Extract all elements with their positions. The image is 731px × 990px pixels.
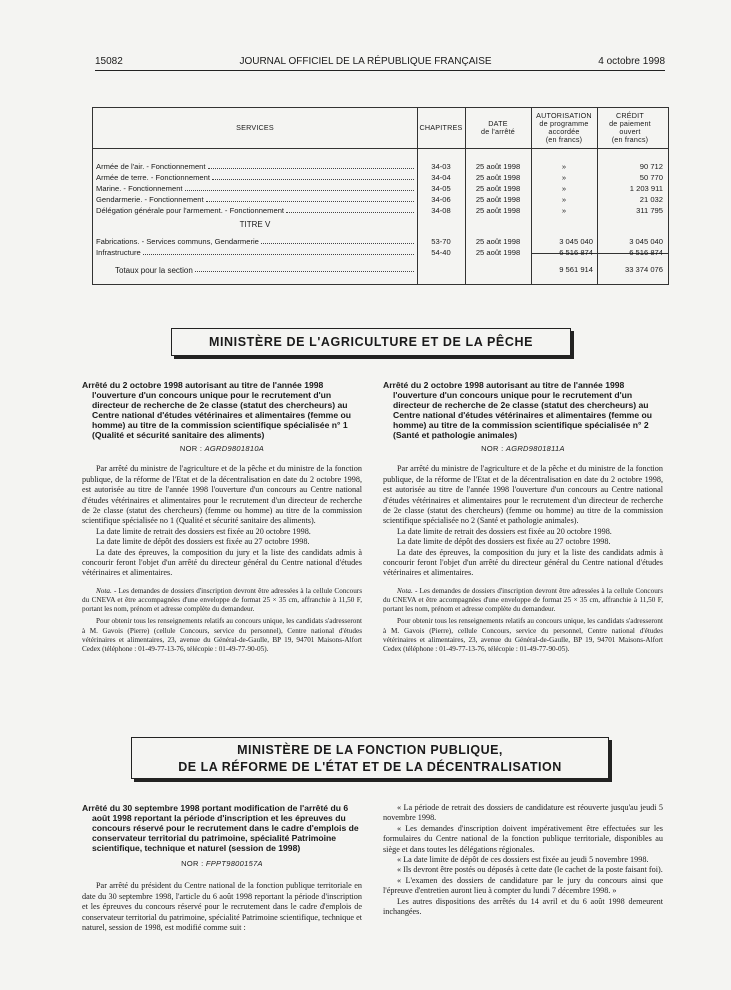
article-paragraph: La date des épreuves, la composition du jury et la liste des candidats admis à concourir feront l'objet d'un arrêté du directeur général du Centre national d'études vétérinaires et alimentaires. bbox=[82, 547, 362, 578]
table-row bbox=[93, 247, 668, 258]
header-chapitres: CHAPITRES bbox=[419, 123, 463, 132]
row-date: 25 août 1998 bbox=[475, 184, 521, 193]
article-paragraph: « Les demandes d'inscription doivent impérativement être effectuées sur les formulaires du Centre national de la fonction publique territoriale, disponibles au siège et dans toutes les délégations régionales. bbox=[383, 823, 663, 854]
article-agriculture-2 bbox=[383, 380, 663, 654]
row-credit: 90 712 bbox=[639, 162, 663, 171]
ministry-agriculture-banner: MINISTÈRE DE L'AGRICULTURE ET DE LA PÊCHE bbox=[171, 328, 571, 356]
article-nota: Nota. - Les demandes de dossiers d'inscription devront être adressées à la cellule Concours du CNEVA et être accompagnées d'une enveloppe de format 25 × 35 cm, affranchie à 11,50 F, portant les nom, prénom et adresse complète du demandeur. bbox=[82, 586, 362, 614]
article-paragraph: Les autres dispositions des arrêtés du 14 avril et du 6 août 1998 demeurent inchangées. bbox=[383, 896, 663, 917]
row-label: Marine. - Fonctionnement bbox=[96, 184, 183, 193]
row-date: 25 août 1998 bbox=[475, 162, 521, 171]
nota-label: Nota. bbox=[397, 586, 413, 595]
article-paragraph: Par arrêté du président du Centre national de la fonction publique territoriale en date du 30 septembre 1998, l'article du 6 août 1998 reportant la période d'inscription et les épreuves du concours réservé pour le recrutement dans le cadre d'emplois de conservateur territorial du patrimoine, spécialité Patrimoine scientifique, technique et naturel, session de 1998, est modifié comme suit : bbox=[82, 881, 362, 933]
article-paragraph: La date des épreuves, la composition du jury et la liste des candidats admis à concourir feront l'objet d'un arrêté du directeur général du Centre national d'études vétérinaires et alimentaires. bbox=[383, 547, 663, 578]
nor-reference: NOR : FPPT9800157A bbox=[181, 859, 263, 868]
article-info: Pour obtenir tous les renseignements relatifs au concours unique, les candidats s'adresseront à M. Gavois (Pierre), cellule Concours, service du personnel, Centre national d'études vétérinaires et alimentaires, 23, avenue du Général-de-Gaulle, BP 19, 94701 Maisons-Alfort Cedex (téléphone : 01-49-77-13-76, télécopie : 01-49-77-90-05). bbox=[383, 617, 663, 654]
article-title: Arrêté du 2 octobre 1998 autorisant au titre de l'année 1998 l'ouverture d'un concours unique pour le recrutement d'un directeur de recherche de 2e classe (statut des chercheurs) au Centre national d'études vétérinaires et alimentaires (femme ou homme) au titre de la commission scientifique spécialisée n° 1 (Qualité et sécurité sanitaire des aliments) bbox=[82, 380, 351, 440]
nor-reference: NOR : AGRD9801810A bbox=[179, 444, 265, 453]
article-paragraph: La date limite de retrait des dossiers est fixée au 20 octobre 1998. bbox=[96, 526, 311, 536]
article-paragraph: La date limite de dépôt des dossiers est fixée au 27 octobre 1998. bbox=[397, 537, 611, 547]
row-credit: 21 032 bbox=[639, 195, 663, 204]
row-autorisation: » bbox=[561, 162, 567, 171]
row-label: Gendarmerie. - Fonctionnement bbox=[96, 195, 204, 204]
header-date: DATE de l'arrêté bbox=[481, 119, 515, 136]
header-credit: CRÉDIT de paiement ouvert (en francs) bbox=[609, 111, 651, 144]
article-paragraph: La date limite de retrait des dossiers est fixée au 20 octobre 1998. bbox=[397, 526, 612, 536]
row-autorisation: 6 516 874 bbox=[559, 248, 593, 257]
row-chapitre: 34-05 bbox=[431, 184, 451, 193]
nor-code: AGRD9801810A bbox=[204, 444, 265, 453]
article-title: Arrêté du 2 octobre 1998 autorisant au titre de l'année 1998 l'ouverture d'un concours unique pour le recrutement d'un directeur de recherche de 2e classe (statut des chercheurs) au Centre national d'études vétérinaires et alimentaires (femme ou homme) au titre de la commission scientifique spécialisée n° 2 (Santé et pathologie animales) bbox=[383, 380, 652, 440]
article-paragraph: Par arrêté du ministre de l'agriculture et de la pêche et du ministre de la fonction publique, de la réforme de l'Etat et de la décentralisation en date du 2 octobre 1998, est autorisée au titre de l'année 1998 l'ouverture d'un concours au Centre national d'études vétérinaires et alimentaires pour le recrutement d'un directeur de recherche de 2e classe (statut des chercheurs) (femme ou homme) au titre de la commission scientifique spécialisée no 1 (Qualité et sécurité sanitaire des aliments). bbox=[82, 464, 362, 526]
article-paragraph: « Ils devront être postés ou déposés à cette date (le cachet de la poste faisant foi). bbox=[397, 865, 663, 875]
header-rule bbox=[95, 70, 665, 71]
row-label: Armée de l'air. - Fonctionnement bbox=[96, 162, 206, 171]
row-autorisation: » bbox=[561, 195, 567, 204]
row-autorisation: » bbox=[561, 206, 567, 215]
page-number: 15082 bbox=[95, 56, 123, 67]
article-fonction-publique bbox=[82, 803, 362, 933]
row-chapitre: 34-03 bbox=[431, 162, 451, 171]
ministry-fonction-publique-banner bbox=[131, 737, 609, 779]
table-row bbox=[93, 205, 668, 216]
article-info: Pour obtenir tous les renseignements relatifs au concours unique, les candidats s'adresseront à M. Gavois (Pierre) (cellule Concours, service du personnel), Centre national d'études vétérinaires et alimentaires, 23, avenue du Général-de-Gaulle, BP 19, 94701 Maisons-Alfort Cedex (téléphone : 01-49-77-13-76, télécopie : 01-49-77-90-05). bbox=[82, 617, 362, 654]
table-row bbox=[93, 183, 668, 194]
header-services: SERVICES bbox=[236, 123, 274, 132]
row-autorisation: » bbox=[561, 173, 567, 182]
row-date: 25 août 1998 bbox=[475, 195, 521, 204]
row-autorisation: 3 045 040 bbox=[559, 237, 593, 246]
row-autorisation: » bbox=[561, 184, 567, 193]
titre-v-heading: TITRE V bbox=[239, 220, 271, 229]
row-date: 25 août 1998 bbox=[475, 173, 521, 182]
row-label: Infrastructure bbox=[96, 248, 141, 257]
table-row bbox=[93, 161, 668, 172]
article-paragraph: « La date limite de dépôt de ces dossiers est fixée au jeudi 5 novembre 1998. bbox=[397, 855, 649, 865]
row-chapitre: 54-40 bbox=[431, 248, 451, 257]
nor-code: FPPT9800157A bbox=[205, 859, 263, 868]
row-chapitre: 34-08 bbox=[431, 206, 451, 215]
row-credit: 1 203 911 bbox=[629, 184, 663, 193]
article-paragraph: « La période de retrait des dossiers de candidature est réouverte jusqu'au jeudi 5 novembre 1998. bbox=[383, 803, 663, 823]
row-credit: 6 516 874 bbox=[629, 248, 663, 257]
row-label: Fabrications. - Services communs, Gendarmerie bbox=[96, 237, 259, 246]
header-autorisation: AUTORISATION de programme accordée (en francs) bbox=[536, 111, 592, 144]
nor-code: AGRD9801811A bbox=[505, 444, 565, 453]
row-date: 25 août 1998 bbox=[475, 206, 521, 215]
ministry-line-2: DE LA RÉFORME DE L'ÉTAT ET DE LA DÉCENTRALISATION bbox=[178, 760, 562, 774]
row-date: 25 août 1998 bbox=[475, 248, 521, 257]
row-label: Délégation générale pour l'armement. - Fonctionnement bbox=[96, 206, 285, 215]
row-chapitre: 34-06 bbox=[431, 195, 451, 204]
issue-date: 4 octobre 1998 bbox=[598, 56, 665, 67]
row-date: 25 août 1998 bbox=[475, 237, 521, 246]
table-row bbox=[93, 194, 668, 205]
article-title: Arrêté du 30 septembre 1998 portant modification de l'arrêté du 6 août 1998 reportant la période d'inscription et les épreuves du concours réservé pour le recrutement dans le cadre d'emplois de conservateur territorial du patrimoine, spécialité Patrimoine scientifique, technique et naturel (session de 1998) bbox=[82, 803, 359, 853]
article-paragraph: La date limite de dépôt des dossiers est fixée au 27 octobre 1998. bbox=[96, 537, 310, 547]
total-credit: 33 374 076 bbox=[624, 265, 663, 274]
row-credit: 50 770 bbox=[639, 173, 663, 182]
row-label: Armée de terre. - Fonctionnement bbox=[96, 173, 210, 182]
article-agriculture-1 bbox=[82, 380, 362, 654]
table-row bbox=[93, 236, 668, 247]
nota-label: Nota. bbox=[96, 586, 112, 595]
journal-title: JOURNAL OFFICIEL DE LA RÉPUBLIQUE FRANÇAISE bbox=[239, 56, 492, 67]
table-header-rule bbox=[93, 148, 668, 149]
article-fonction-publique-continued bbox=[383, 803, 663, 917]
row-credit: 311 795 bbox=[636, 206, 663, 215]
total-values bbox=[93, 264, 668, 275]
ministry-line-1: MINISTÈRE DE LA FONCTION PUBLIQUE, bbox=[237, 743, 503, 757]
total-label: Totaux pour la section bbox=[115, 266, 193, 275]
nor-reference: NOR : AGRD9801811A bbox=[481, 444, 565, 453]
article-paragraph: « L'examen des dossiers de candidature par le jury du concours ainsi que l'épreuve d'entretien auront lieu à compter du lundi 7 décembre 1998. » bbox=[383, 875, 663, 896]
article-paragraph: Par arrêté du ministre de l'agriculture et de la pêche et du ministre de la fonction publique, de la réforme de l'Etat et de la décentralisation en date du 2 octobre 1998, est autorisée au titre de l'année 1998 l'ouverture d'un concours au Centre national d'études vétérinaires et alimentaires pour le recrutement d'un directeur de recherche de 2e classe (statut des chercheurs) (femme ou homme) au titre de la commission scientifique spécialisée no 2 (Santé et pathologie animales). bbox=[383, 464, 663, 526]
total-autorisation: 9 561 914 bbox=[559, 265, 593, 274]
table-row bbox=[93, 172, 668, 183]
row-credit: 3 045 040 bbox=[629, 237, 663, 246]
row-chapitre: 53-70 bbox=[431, 237, 451, 246]
credit-table bbox=[92, 107, 669, 285]
row-chapitre: 34-04 bbox=[431, 173, 451, 182]
article-nota: Nota. - Les demandes de dossiers d'inscription devront être adressées à la cellule Concours du CNEVA et être accompagnées d'une enveloppe de format 25 × 35 cm, affranchie à 11,50 F, portant les nom, prénom et adresse complète du demandeur. bbox=[383, 586, 663, 614]
